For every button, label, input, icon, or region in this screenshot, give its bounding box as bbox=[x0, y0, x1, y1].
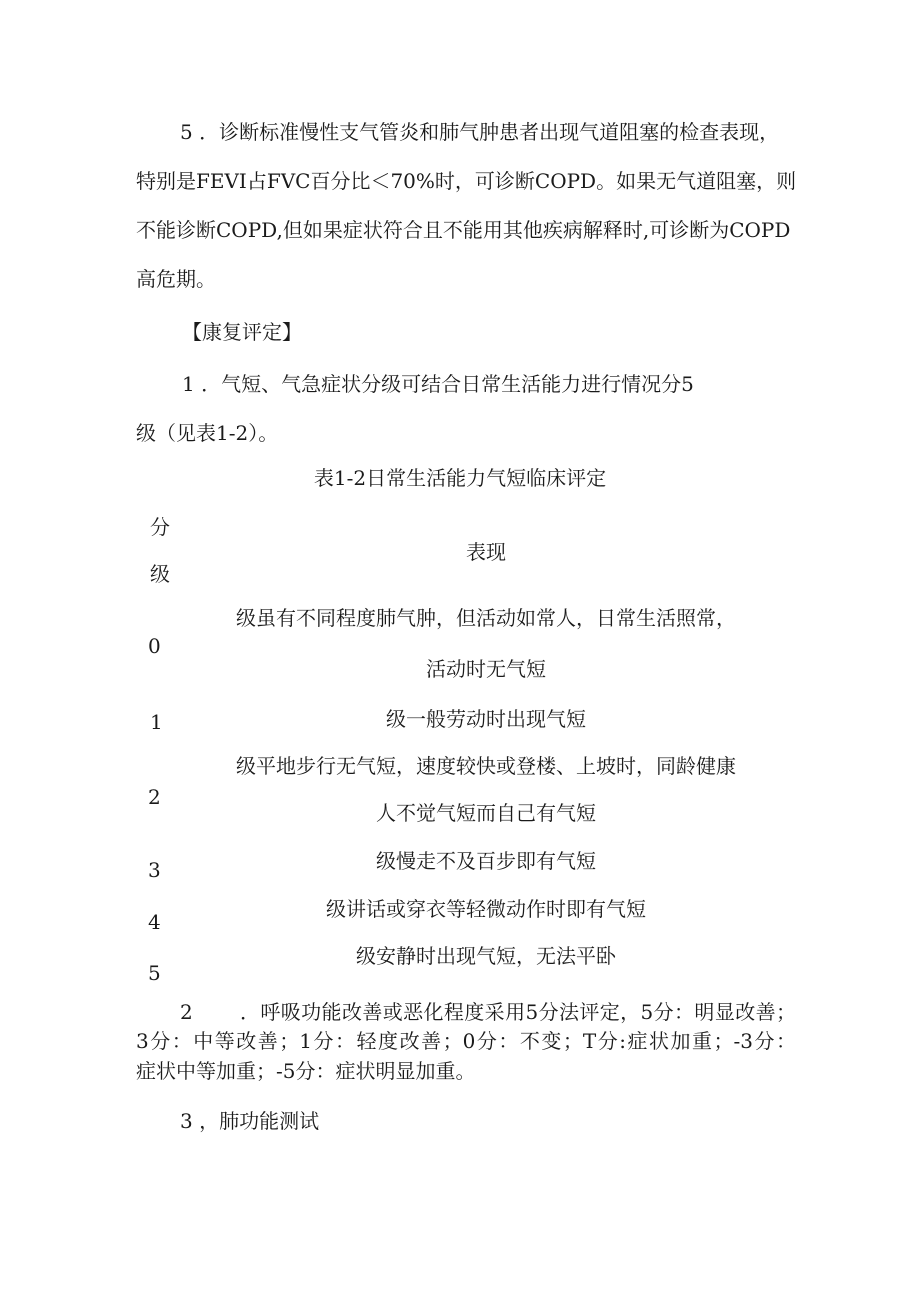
item2-number: 2 bbox=[180, 1000, 193, 1024]
row-grade: 4 bbox=[148, 910, 161, 934]
item3-heading: 3 ，肺功能测试 bbox=[180, 1109, 320, 1133]
item5-line2: 特别是FEVI占FVC百分比＜70%时，可诊断COPD。如果无气道阻塞，则 bbox=[136, 169, 797, 193]
item1-line2: 级（见表1-2）。 bbox=[136, 421, 279, 445]
row-description-line2: 人不觉气短而自己有气短 bbox=[376, 801, 596, 825]
row-grade: 0 bbox=[148, 634, 161, 658]
row-description-line1: 级安静时出现气短，无法平卧 bbox=[356, 944, 616, 968]
item5-line3: 不能诊断COPD,但如果症状符合且不能用其他疾病解释时,可诊断为COPD bbox=[136, 218, 791, 242]
section-heading: 【康复评定】 bbox=[182, 320, 302, 344]
row-grade: 3 bbox=[148, 858, 161, 882]
row-description-line1: 级虽有不同程度肺气肿，但活动如常人，日常生活照常， bbox=[236, 606, 736, 630]
item5-line1: 5 ．诊断标准慢性支气管炎和肺气肿患者出现气道阻塞的检查表现， bbox=[180, 120, 780, 144]
row-description-line1: 级讲话或穿衣等轻微动作时即有气短 bbox=[326, 897, 646, 921]
row-description-line1: 级一般劳动时出现气短 bbox=[386, 707, 586, 731]
header-grade-line1: 分 bbox=[150, 515, 170, 539]
item2-line2: 3分：中等改善；1分：轻度改善；0分：不变；T分:症状加重；-3分： bbox=[136, 1029, 796, 1053]
row-description-line1: 级慢走不及百步即有气短 bbox=[376, 849, 596, 873]
header-grade-line2: 级 bbox=[150, 562, 170, 586]
item1-line1: 1 ．气短、气急症状分级可结合日常生活能力进行情况分5 bbox=[182, 372, 694, 396]
table-caption: 表1-2日常生活能力气短临床评定 bbox=[313, 466, 607, 490]
item2-line3: 症状中等加重；-5分：症状明显加重。 bbox=[136, 1059, 476, 1083]
row-grade: 1 bbox=[150, 710, 163, 734]
row-grade: 2 bbox=[148, 785, 161, 809]
row-description-line2: 活动时无气短 bbox=[426, 657, 546, 681]
header-description: 表现 bbox=[466, 540, 506, 564]
item2-line1: ．呼吸功能改善或恶化程度采用5分法评定，5分：明显改善； bbox=[240, 1000, 796, 1024]
row-description-line1: 级平地步行无气短，速度较快或登楼、上坡时，同龄健康 bbox=[236, 754, 736, 778]
row-grade: 5 bbox=[148, 961, 161, 985]
item5-line4: 高危期。 bbox=[136, 267, 216, 291]
